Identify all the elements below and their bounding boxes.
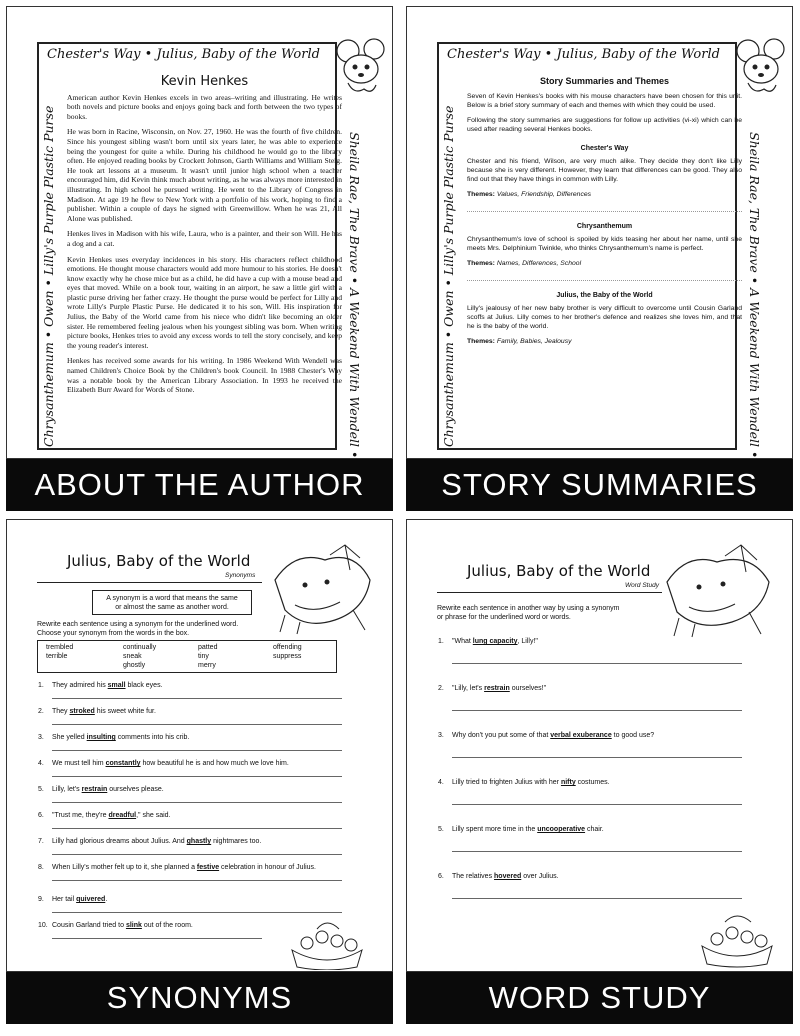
instructions: Rewrite each sentence using a synonym for the underlined word. Choose your synonym from the words in the box. bbox=[37, 621, 239, 637]
panel-banner: ABOUT THE AUTHOR bbox=[6, 459, 393, 511]
author-bio bbox=[67, 74, 342, 401]
answer-line[interactable] bbox=[52, 880, 342, 881]
intro-paragraph: Following the story summaries are suggestions for follow up activities (vi-xi) which can be used after reading several Henkes books. bbox=[467, 117, 742, 133]
question-item: 3. Why don't you put some of that verbal exuberance to good use? bbox=[452, 732, 742, 779]
word-column: offending suppress bbox=[273, 644, 302, 660]
worksheet-title: Julius, Baby of the World bbox=[67, 552, 251, 570]
story-summary: Lilly's jealousy of her new baby brother is very difficult to overcome until Cousin Garland scoffs at Julius. Lilly comes to her brother's defence and realizes she loves him, and that he is the baby of the world. bbox=[467, 305, 742, 330]
answer-line[interactable] bbox=[52, 854, 342, 855]
question-item: 2. They stroked his sweet white fur. bbox=[52, 708, 342, 734]
answer-line[interactable] bbox=[452, 851, 742, 852]
bio-paragraph: Kevin Henkes uses everyday incidences in his story. His characters reflect childhood emotions. He thought mouse characters would add more humour to his stories. He doesn't know exactly why he chose mice but as a child, he did have a cup with a mouse bead and eyes that moved. While on a book tour, waiting in an airport, he saw a little girl with a plastic purse driving her father crazy. He thought the purse would be perfect for Lilly and wrote Lilly's Purple Plastic Purse. He dedicated it to his son, Will. His inspiration for Julius, the Baby of the World came from his niece who didn't like becoming an older sister. He remembered feeling jealous when his youngest sibling was born. When writing picture books, Henkes tries to avoid any excess words to tell the story concisely, and keep the young reader's interest. bbox=[67, 254, 342, 350]
border-title-right: Sheila Rae, The Brave • A Weekend With Wendell • bbox=[347, 132, 362, 459]
question-item: 7. Lilly had glorious dreams about Julius. And ghastly nightmares too. bbox=[52, 838, 342, 864]
panel-banner: SYNONYMS bbox=[6, 972, 393, 1024]
word-column: trembled terrible bbox=[46, 644, 74, 660]
question-item: 8. When Lilly's mother felt up to it, she planned a festive celebration in honour of Julius. bbox=[52, 864, 342, 896]
bio-paragraph: American author Kevin Henkes excels in two areas–writing and illustrating. He writes both novels and picture books and enjoys going back and forth between the two types of books. bbox=[67, 92, 342, 121]
page-heading: Story Summaries and Themes bbox=[539, 76, 670, 86]
divider bbox=[437, 592, 662, 593]
divider bbox=[467, 280, 742, 281]
mouse-baby-illustration bbox=[657, 540, 775, 640]
border-title-left: Chrysanthemum • Owen • Lilly's Purple Plastic Purse bbox=[41, 105, 56, 447]
answer-line[interactable] bbox=[452, 898, 742, 899]
divider bbox=[467, 211, 742, 212]
answer-line[interactable] bbox=[52, 750, 342, 751]
synonyms-panel bbox=[6, 519, 393, 1024]
answer-line[interactable] bbox=[52, 938, 262, 939]
question-item: 4. We must tell him constantly how beautiful he is and how much we love him. bbox=[52, 760, 342, 786]
page-heading: Kevin Henkes bbox=[160, 74, 249, 89]
worksheet-subtitle: Word Study bbox=[625, 582, 659, 589]
question-list bbox=[38, 682, 342, 948]
border-title-top: Chester's Way • Julius, Baby of the World bbox=[47, 47, 320, 62]
word-column: patted tiny merry bbox=[198, 644, 218, 669]
answer-line[interactable] bbox=[52, 802, 342, 803]
bio-paragraph: Henkes lives in Madison with his wife, Laura, who is a painter, and their son Will. He has a dog and a cat. bbox=[67, 229, 342, 248]
answer-line[interactable] bbox=[52, 776, 342, 777]
page-preview bbox=[6, 6, 393, 459]
story-title: Chester's Way bbox=[580, 145, 629, 152]
worksheet-title: Julius, Baby of the World bbox=[467, 562, 651, 580]
flower-basket-illustration bbox=[697, 910, 777, 968]
divider bbox=[37, 582, 262, 583]
story-summary: Chester and his friend, Wilson, are very much alike. They decide they don't like Lilly because she is very different. However, they learn that differences can be good. They also find out that they have things in common with Lilly. bbox=[467, 158, 742, 183]
bio-paragraph: Henkes has received some awards for his writing. In 1986 Weekend With Wendell was named Children's Choice Book by the Children's book Council. In 1988 Chester's Way was a notable book by the American Library Association. In 1993 he received the Elizabeth Burr Award for Words of Stone. bbox=[67, 356, 342, 395]
answer-line[interactable] bbox=[52, 698, 342, 699]
answer-line[interactable] bbox=[52, 912, 342, 913]
intro-paragraph: Seven of Kevin Henkes's books with his mouse characters have been chosen for this unit. Below is a brief story summary of each and themes with which they could be used. bbox=[467, 93, 742, 109]
word-bank bbox=[37, 640, 337, 673]
panel-banner: STORY SUMMARIES bbox=[406, 459, 793, 511]
story-summary: Chrysanthemum's love of school is spoiled by kids teasing her about her name, until she meets Mrs. Delphinium Twinkle, who thinks Chrysanthemum's name is perfect. bbox=[467, 236, 742, 252]
word-column: continually sneak ghostly bbox=[123, 644, 157, 669]
question-item: 5. Lilly spent more time in the uncooperative chair. bbox=[452, 826, 742, 873]
answer-line[interactable] bbox=[452, 663, 742, 664]
page-preview bbox=[406, 519, 793, 972]
border-title-left: Chrysanthemum • Owen • Lilly's Purple Plastic Purse bbox=[441, 105, 456, 447]
question-item: 3. She yelled insulting comments into his crib. bbox=[52, 734, 342, 760]
question-item: 1. "What lung capacity, Lilly!" bbox=[452, 638, 742, 685]
page-preview bbox=[406, 6, 793, 459]
answer-line[interactable] bbox=[52, 724, 342, 725]
definition-box: A synonym is a word that means the same or almost the same as another word. bbox=[92, 590, 252, 615]
worksheet-subtitle: Synonyms bbox=[225, 572, 256, 579]
story-themes: Themes: Names, Differences, School bbox=[467, 260, 582, 267]
question-item: 10. Cousin Garland tried to slink out of the room. bbox=[52, 922, 342, 948]
question-item: 6. "Trust me, they're dreadful," she said. bbox=[52, 812, 342, 838]
page-preview bbox=[6, 519, 393, 972]
answer-line[interactable] bbox=[452, 710, 742, 711]
answer-line[interactable] bbox=[452, 804, 742, 805]
question-list bbox=[438, 638, 742, 920]
question-item: 4. Lilly tried to frighten Julius with her nifty costumes. bbox=[452, 779, 742, 826]
question-item: 6. The relatives hovered over Julius. bbox=[452, 873, 742, 920]
answer-line[interactable] bbox=[52, 828, 342, 829]
instructions: Rewrite each sentence in another way by using a synonym or phrase for the underlined word or words. bbox=[437, 605, 620, 621]
story-themes: Themes: Family, Babies, Jealousy bbox=[467, 338, 572, 345]
question-item: 5. Lilly, let's restrain ourselves please. bbox=[52, 786, 342, 812]
word-study-panel bbox=[406, 519, 793, 1024]
story-summaries-panel bbox=[406, 6, 793, 511]
border-title-right: Sheila Rae, The Brave • A Weekend With Wendell • bbox=[747, 132, 762, 459]
question-item: 1. They admired his small black eyes. bbox=[52, 682, 342, 708]
story-themes: Themes: Values, Friendship, Differences bbox=[467, 191, 592, 198]
question-item: 9. Her tail quivered. bbox=[52, 896, 342, 922]
panel-banner: WORD STUDY bbox=[406, 972, 793, 1024]
story-summaries bbox=[467, 77, 742, 358]
flower-basket-illustration bbox=[287, 915, 367, 970]
border-title-top: Chester's Way • Julius, Baby of the World bbox=[447, 47, 720, 62]
story-title: Chrysanthemum bbox=[576, 223, 633, 230]
about-the-author-panel bbox=[6, 6, 393, 511]
question-item: 2. "Lilly, let's restrain ourselves!" bbox=[452, 685, 742, 732]
story-title: Julius, the Baby of the World bbox=[556, 292, 653, 299]
answer-line[interactable] bbox=[452, 757, 742, 758]
bio-paragraph: He was born in Racine, Wisconsin, on Nov. 27, 1960. He was the fourth of five children. Since his youngest sibling wasn't born until six years later, he was able to experience being the youngest for quite a while. During his childhood he would go to the library often. He enjoyed reading books by Crockett Johnson, Garth Williams and William Steig. He took art lessons at a museum. It wasn't until junior high school when a teacher encouraged him, did Kevin think much about writing, as he was always more interested in illustrating. In high school he pursued writing. He went to the Library of Congress in Madison. At age 19 he flew to New York with a portfolio of his work, hoping to find a publisher. Within a couple of days he signed with Greenwillow. When he was 21, All Alone was published. bbox=[67, 127, 342, 223]
